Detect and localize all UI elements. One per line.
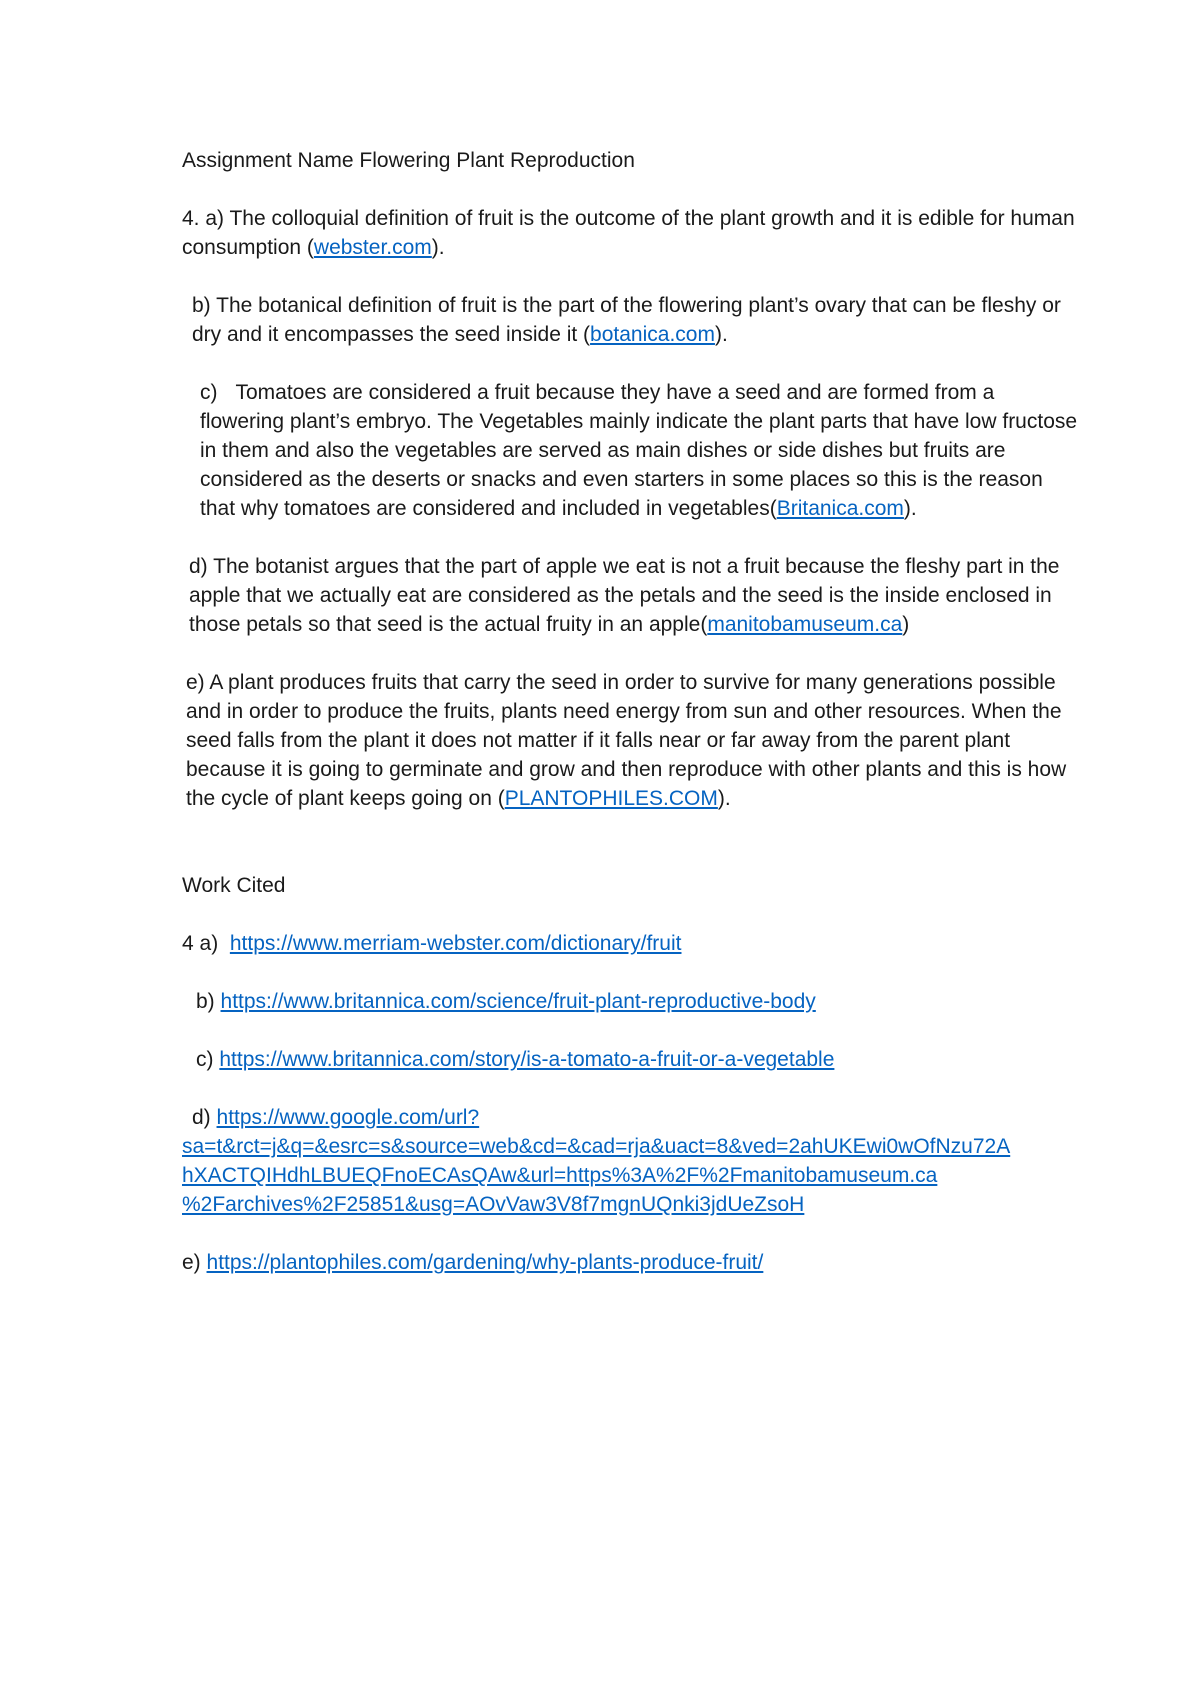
answer-e-suffix: ). bbox=[717, 787, 731, 810]
answer-c bbox=[182, 378, 1082, 523]
citation-a bbox=[182, 929, 1082, 958]
citation-e bbox=[182, 1248, 1082, 1277]
answer-a bbox=[182, 204, 1082, 262]
works-cited-heading: Work Cited bbox=[182, 874, 286, 897]
answer-d-suffix: ) bbox=[902, 613, 910, 636]
citation-d-link-part-1[interactable]: https://www.google.com/url? bbox=[216, 1106, 480, 1129]
answer-e-text: e) A plant produces fruits that carry the seed in order to survive for many generations possible and in order to produce the fruits, plants need energy from sun and other resources. When the seed falls from the plant it does not matter if it falls near or far away from the parent plant because it is going to germinate and grow and then reproduce with other plants and this is how the cycle of plant keeps going on ( bbox=[186, 671, 1067, 810]
answer-d-link[interactable]: manitobamuseum.ca bbox=[707, 613, 903, 636]
citation-b-link[interactable]: https://www.britannica.com/science/fruit-plant-reproductive-body bbox=[220, 990, 816, 1013]
answer-a-suffix: ). bbox=[431, 236, 445, 259]
citation-a-link[interactable]: https://www.merriam-webster.com/dictionary/fruit bbox=[229, 932, 682, 955]
answer-e bbox=[182, 668, 1082, 813]
citation-e-label: e) bbox=[182, 1251, 201, 1274]
citation-c-link[interactable]: https://www.britannica.com/story/is-a-tomato-a-fruit-or-a-vegetable bbox=[219, 1048, 835, 1071]
citation-e-link[interactable]: https://plantophiles.com/gardening/why-plants-produce-fruit/ bbox=[206, 1251, 764, 1274]
answer-d-text: d) The botanist argues that the part of apple we eat is not a fruit because the fleshy part in the apple that we actually eat are considered as the petals and the seed is the inside enclosed in those petals so that seed is the actual fruity in an apple( bbox=[189, 555, 1060, 636]
citation-d-link-part-4[interactable]: %2Farchives%2F25851&usg=AOvVaw3V8f7mgnUQnki3jdUeZsoH bbox=[182, 1193, 805, 1216]
citation-a-label: 4 a) bbox=[182, 932, 219, 955]
answer-a-text: 4. a) The colloquial definition of fruit is the outcome of the plant growth and it is edible for human consumption ( bbox=[182, 207, 1075, 259]
citation-b bbox=[182, 987, 1082, 1016]
document-title: Assignment Name Flowering Plant Reproduction bbox=[182, 149, 635, 172]
answer-c-link[interactable]: Britanica.com bbox=[776, 497, 904, 520]
citation-d-line-2 bbox=[182, 1132, 1082, 1161]
citation-c-label: c) bbox=[196, 1048, 214, 1071]
answer-b-suffix: ). bbox=[714, 323, 728, 346]
citation-d-link-part-3[interactable]: hXACTQIHdhLBUEQFnoECAsQAw&url=https%3A%2F%2Fmanitobamuseum.ca bbox=[182, 1164, 938, 1187]
answer-c-label: c) bbox=[200, 381, 218, 404]
citation-d-link-part-2[interactable]: sa=t&rct=j&q=&esrc=s&source=web&cd=&cad=rja&uact=8&ved=2ahUKEwi0wOfNzu72A bbox=[182, 1135, 1011, 1158]
answer-a-link[interactable]: webster.com bbox=[313, 236, 432, 259]
citation-d-line-3 bbox=[182, 1161, 1082, 1190]
answer-b-link[interactable]: botanica.com bbox=[590, 323, 715, 346]
answer-c-suffix: ). bbox=[903, 497, 917, 520]
citation-d bbox=[182, 1103, 1082, 1219]
citation-d-line-4 bbox=[182, 1190, 1082, 1219]
answer-d bbox=[182, 552, 1082, 639]
citation-d-first-line bbox=[182, 1103, 1082, 1132]
answer-e-link[interactable]: PLANTOPHILES.COM bbox=[504, 787, 718, 810]
answer-c-text: Tomatoes are considered a fruit because they have a seed and are formed from a flowering plant’s embryo. The Vegetables mainly indicate the plant parts that have low fructose in them and also the vegetables are served as main dishes or side dishes but fruits are considered as the deserts or snacks and even starters in some places so this is the reason that why tomatoes are considered and included in vegetables( bbox=[200, 381, 1078, 520]
citation-c bbox=[182, 1045, 1082, 1074]
answer-b-text: b) The botanical definition of fruit is the part of the flowering plant’s ovary that can be fleshy or dry and it encompasses the seed inside it ( bbox=[192, 294, 1061, 346]
citation-b-label: b) bbox=[196, 990, 215, 1013]
answer-b bbox=[182, 291, 1082, 349]
citation-d-label: d) bbox=[192, 1106, 211, 1129]
document-page bbox=[182, 146, 1082, 1277]
